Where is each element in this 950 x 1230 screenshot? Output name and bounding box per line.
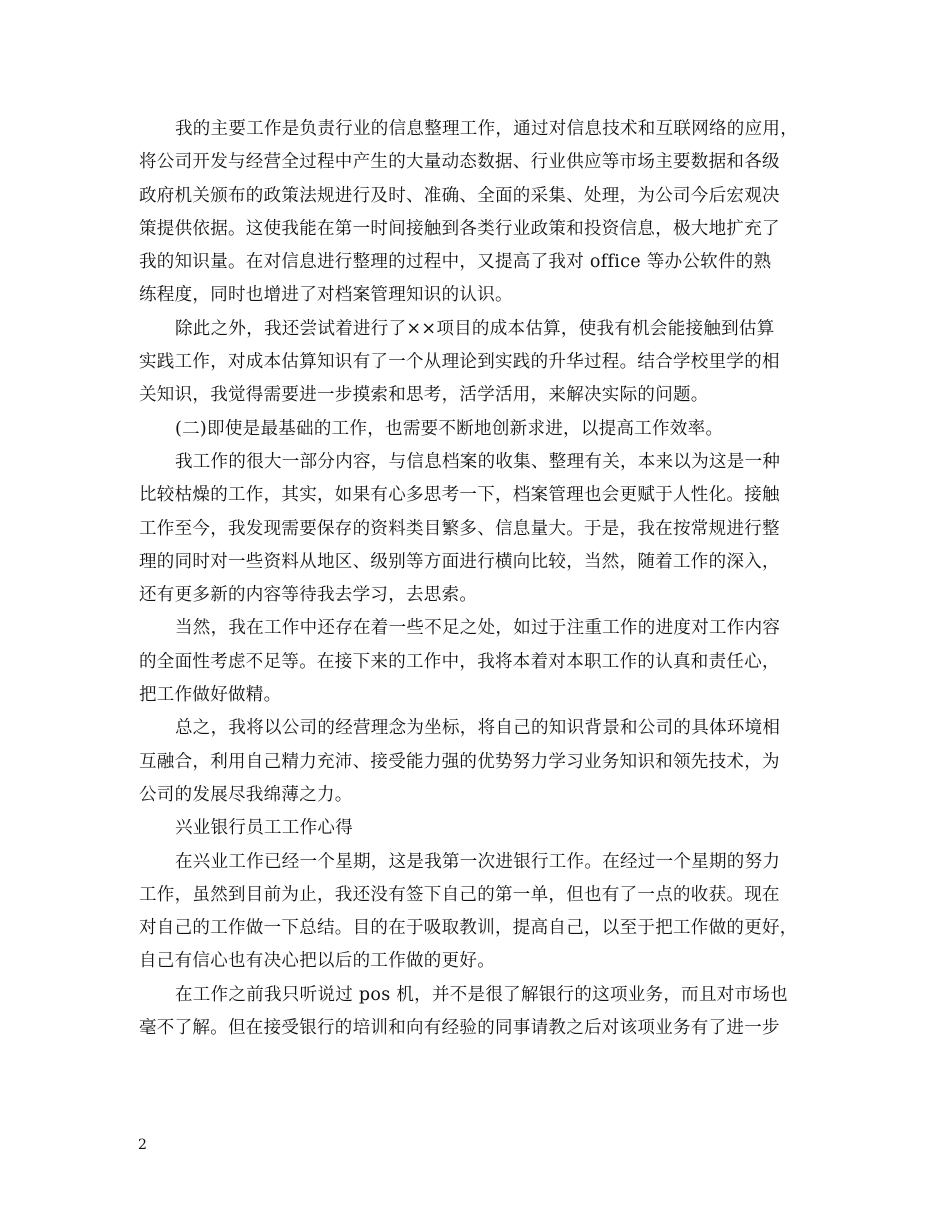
- text-line: 我工作的很大一部分内容，与信息档案的收集、整理有关，本来以为这是一种: [175, 451, 781, 472]
- text-line: 比较枯燥的工作，其实，如果有心多思考一下，档案管理也会更赋于人性化。接触: [139, 485, 780, 506]
- document-body: [139, 113, 825, 1045]
- text-line: 理的同时对一些资料从地区、级别等方面进行横向比较，当然，随着工作的深入，: [139, 551, 780, 572]
- text-line: 关知识，我觉得需要进一步摸索和思考，活学活用，来解决实际的问题。: [139, 385, 709, 406]
- text-line: 工作，虽然到目前为止，我还没有签下自己的第一单，但也有了一点的收获。现在: [139, 884, 780, 905]
- page-number: 2: [138, 1137, 147, 1153]
- text-line: 将公司开发与经营全过程中产生的大量动态数据、行业供应等市场主要数据和各级: [139, 152, 780, 173]
- text-line: 兴业银行员工工作心得: [175, 818, 353, 839]
- text-line: 政府机关颁布的政策法规进行及时、准确、全面的采集、处理，为公司今后宏观决: [139, 185, 780, 206]
- text-line: 练程度，同时也增进了对档案管理知识的认识。: [139, 285, 513, 306]
- text-line: 把工作做好做精。: [139, 685, 282, 706]
- text-line: 对自己的工作做一下总结。目的在于吸取教训，提高自己，以至于把工作做的更好，: [139, 918, 798, 939]
- text-line: 公司的发展尽我绵薄之力。: [139, 784, 353, 805]
- text-line: 策提供依据。这使我能在第一时间接触到各类行业政策和投资信息，极大地扩充了: [139, 218, 780, 239]
- text-line: 总之，我将以公司的经营理念为坐标，将自己的知识背景和公司的具体环境相: [175, 718, 781, 739]
- text-line: 在工作之前我只听说过 pos 机，并不是很了解银行的这项业务，而且对市场也: [175, 984, 788, 1005]
- text-line: 还有更多新的内容等待我去学习，去思索。: [139, 585, 478, 606]
- text-line: (二)即使是最基础的工作，也需要不断地创新求进，以提高工作效率。: [175, 418, 724, 439]
- text-line: 除此之外，我还尝试着进行了××项目的成本估算，使我有机会能接触到估算: [175, 318, 775, 339]
- text-line: 我的主要工作是负责行业的信息整理工作，通过对信息技术和互联网络的应用，: [175, 119, 798, 139]
- text-line: 的全面性考虑不足等。在接下来的工作中，我将本着对本职工作的认真和责任心，: [139, 651, 780, 672]
- text-line: 我的知识量。在对信息进行整理的过程中，又提高了我对 office 等办公软件的熟: [139, 252, 772, 273]
- text-line: 在兴业工作已经一个星期，这是我第一次进银行工作。在经过一个星期的努力: [175, 851, 781, 872]
- text-line: 自己有信心也有决心把以后的工作做的更好。: [139, 951, 495, 972]
- text-line: 工作至今，我发现需要保存的资料类目繁多、信息量大。于是，我在按常规进行整: [139, 518, 780, 539]
- text-line: 毫不了解。但在接受银行的培训和向有经验的同事请教之后对该项业务有了进一步: [139, 1018, 780, 1039]
- text-line: 互融合，利用自己精力充沛、接受能力强的优势努力学习业务知识和领先技术，为: [139, 751, 780, 772]
- text-line: 当然，我在工作中还存在着一些不足之处，如过于注重工作的进度对工作内容: [175, 618, 781, 639]
- text-line: 实践工作，对成本估算知识有了一个从理论到实践的升华过程。结合学校里学的相: [139, 352, 780, 373]
